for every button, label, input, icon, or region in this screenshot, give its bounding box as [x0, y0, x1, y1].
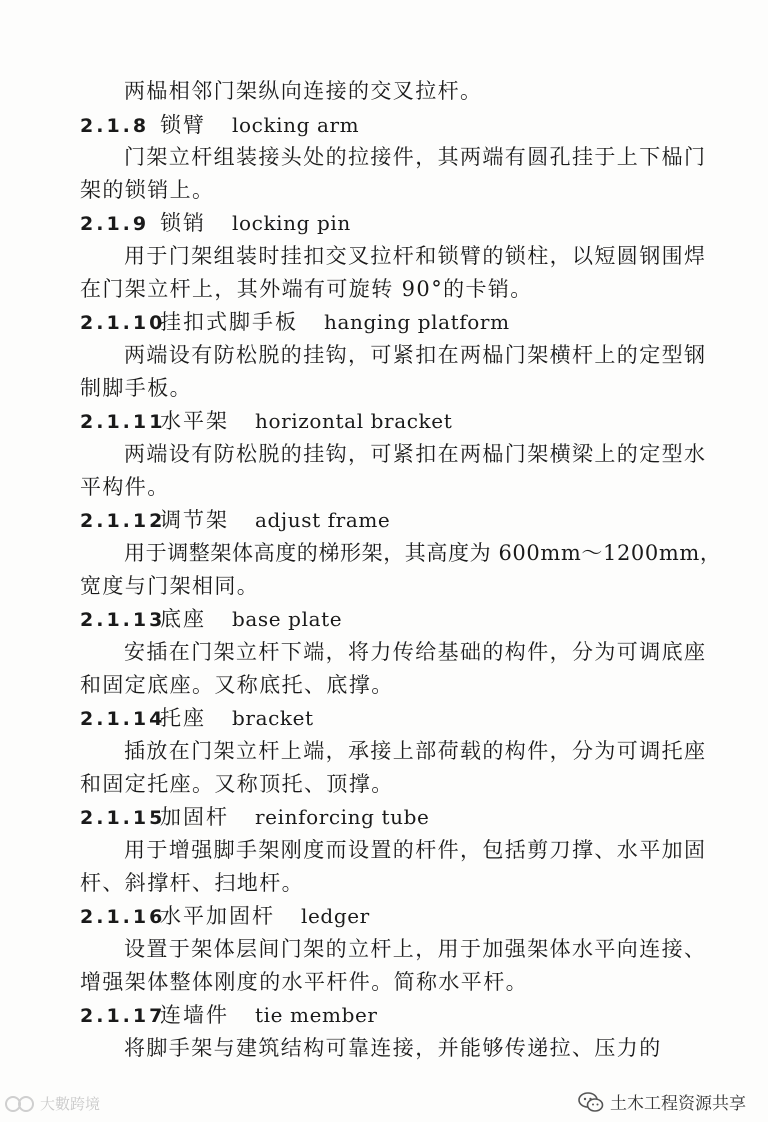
term-body-line: 将脚手架与建筑结构可靠连接，并能够传递拉、压力的: [124, 1036, 662, 1060]
term-body-line: 两端设有防松脱的挂钩，可紧扣在两榀门架横杆上的定型钢: [124, 343, 707, 367]
term-zh: 水平架: [160, 409, 229, 433]
term-body-line: 和固定托座。又称顶托、顶撑。: [80, 772, 394, 796]
term-en: bracket: [232, 706, 314, 730]
watermark-text: 大數跨境: [40, 1095, 101, 1113]
source-attribution: [578, 1089, 746, 1114]
term-body-line: 杆、斜撑杆、扫地杆。: [80, 871, 304, 895]
watermark-logo-icon: [4, 1094, 36, 1114]
term-zh: 加固杆: [160, 805, 229, 829]
term-zh: 挂扣式脚手板: [160, 310, 298, 334]
term-en: tie member: [255, 1003, 378, 1027]
term-number: 2.1.10: [80, 312, 166, 334]
term-heading: [80, 406, 452, 437]
term-number: 2.1.15: [80, 807, 166, 829]
term-body-line: 架的锁销上。: [80, 178, 215, 202]
term-body-line: 在门架立杆上，其外端有可旋转 90°的卡销。: [80, 277, 533, 301]
wechat-icon: [578, 1091, 604, 1113]
term-body-line: 增强架体整体刚度的水平杆件。简称水平杆。: [80, 970, 528, 994]
term-heading: [80, 1000, 378, 1031]
term-heading: [80, 802, 429, 833]
term-en: reinforcing tube: [255, 805, 430, 829]
term-body-line: 和固定底座。又称底托、底撑。: [80, 673, 394, 697]
term-number: 2.1.16: [80, 906, 166, 928]
term-en: adjust frame: [255, 508, 391, 532]
term-zh: 调节架: [160, 508, 229, 532]
term-heading: [80, 110, 359, 141]
term-body-line: 两端设有防松脱的挂钩，可紧扣在两榀门架横梁上的定型水: [124, 442, 707, 466]
term-body-line: 宽度与门架相同。: [80, 574, 260, 598]
term-en: locking arm: [232, 113, 360, 137]
term-number: 2.1.14: [80, 708, 166, 730]
source-text: 土木工程资源共享: [610, 1094, 746, 1114]
term-body-line: 插放在门架立杆上端，承接上部荷载的构件，分为可调托座: [124, 739, 707, 763]
term-body-line: 用于调整架体高度的梯形架，其高度为 600mm～1200mm，: [124, 541, 722, 565]
term-en: ledger: [301, 904, 370, 928]
term-number: 2.1.17: [80, 1005, 166, 1027]
term-number: 2.1.8: [80, 115, 150, 137]
term-body-line: 安插在门架立杆下端，将力传给基础的构件，分为可调底座: [124, 640, 707, 664]
term-body-line: 门架立杆组装接头处的拉接件，其两端有圆孔挂于上下榀门: [124, 145, 707, 169]
term-heading: [80, 604, 342, 635]
term-number: 2.1.13: [80, 609, 166, 631]
term-zh: 底座: [160, 607, 206, 631]
term-heading: [80, 703, 314, 734]
term-heading: [80, 901, 370, 932]
term-number: 2.1.11: [80, 411, 166, 433]
term-body-line: 用于增强脚手架刚度而设置的杆件，包括剪刀撑、水平加固: [124, 838, 707, 862]
term-heading: [80, 307, 510, 338]
term-number: 2.1.12: [80, 510, 166, 532]
term-en: locking pin: [232, 211, 351, 235]
term-body-line: 用于门架组装时挂扣交叉拉杆和锁臂的锁柱，以短圆钢围焊: [124, 244, 707, 268]
term-en: horizontal bracket: [255, 409, 453, 433]
term-body-line: 制脚手板。: [80, 376, 192, 400]
term-zh: 托座: [160, 706, 206, 730]
term-number: 2.1.9: [80, 213, 150, 235]
term-zh: 水平加固杆: [160, 904, 275, 928]
term-zh: 锁臂: [160, 113, 206, 137]
term-zh: 锁销: [160, 211, 206, 235]
term-zh: 连墙件: [160, 1003, 229, 1027]
term-en: hanging platform: [324, 310, 510, 334]
term-en: base plate: [232, 607, 343, 631]
watermark-left: [4, 1093, 100, 1114]
term-heading: [80, 505, 390, 536]
term-body-line: 平构件。: [80, 475, 170, 499]
intro-line: 两榀相邻门架纵向连接的交叉拉杆。: [124, 79, 483, 103]
term-body-line: 设置于架体层间门架的立杆上，用于加强架体水平向连接、: [124, 937, 707, 961]
term-heading: [80, 208, 351, 239]
